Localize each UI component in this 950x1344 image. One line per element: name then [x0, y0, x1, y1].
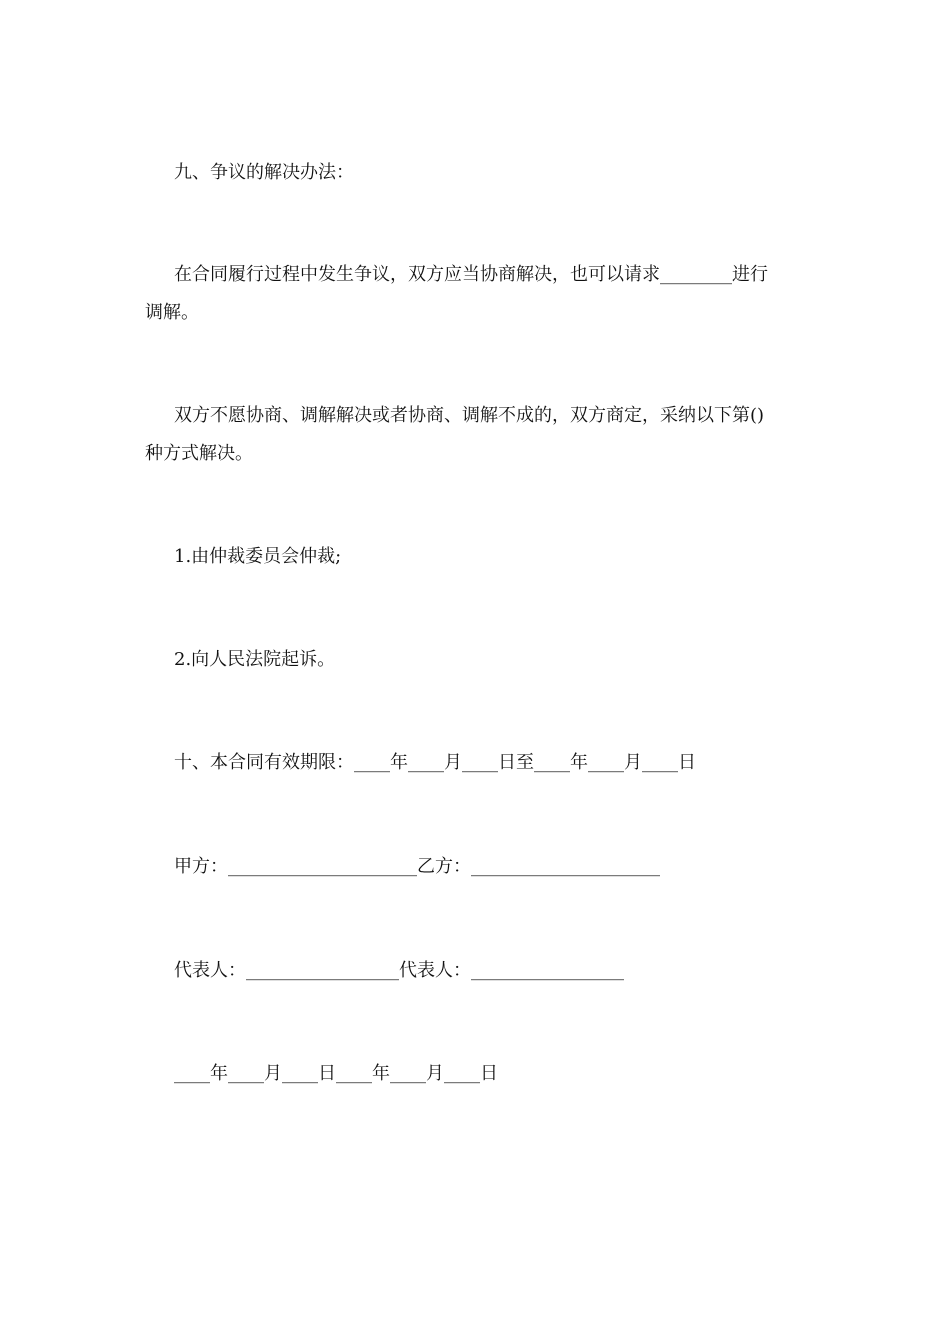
dispute-paragraph-line-2: 调解。 — [145, 302, 199, 323]
dispute-paragraph-line-1: 在合同履行过程中发生争议，双方应当协商解决，也可以请求________进行 — [174, 264, 768, 285]
option-court: 2.向人民法院起诉。 — [174, 649, 336, 670]
representatives-line: 代表人：_________________代表人：_________________ — [174, 960, 624, 981]
signature-dates-line: ____年____月____日____年____月____日 — [174, 1063, 498, 1084]
section-10-validity-period: 十、本合同有效期限：____年____月____日至____年____月____日 — [174, 752, 696, 773]
option-arbitration: 1.由仲裁委员会仲裁; — [174, 546, 342, 567]
section-9-heading: 九、争议的解决办法： — [174, 162, 354, 183]
resolution-paragraph-line-1: 双方不愿协商、调解解决或者协商、调解不成的，双方商定，采纳以下第() — [174, 405, 765, 426]
resolution-paragraph-line-2: 种方式解决。 — [145, 443, 253, 464]
parties-line: 甲方：_____________________乙方：_____________________ — [174, 856, 660, 877]
